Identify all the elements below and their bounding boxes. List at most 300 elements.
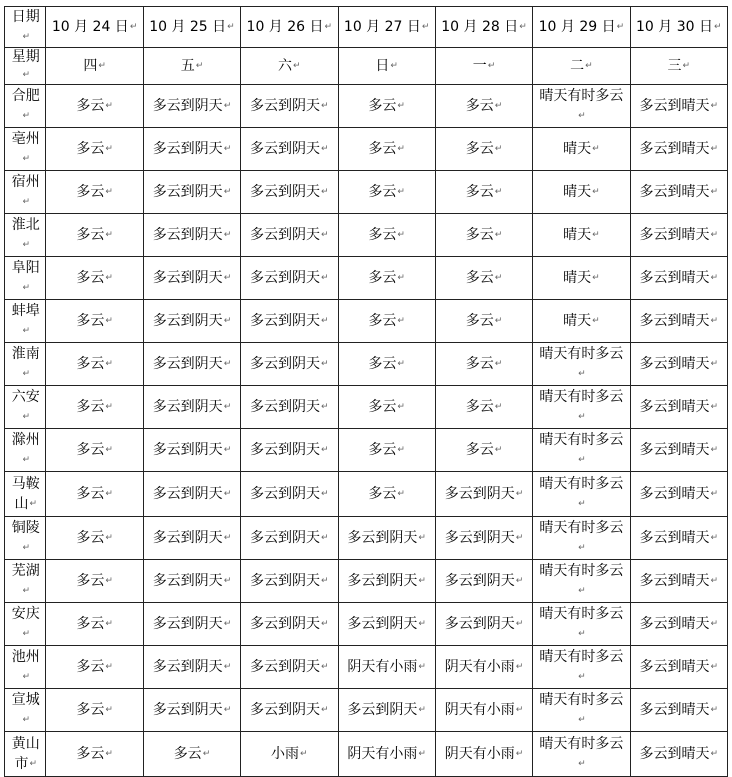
forecast-cell xyxy=(46,386,143,429)
forecast-cell xyxy=(533,689,630,732)
forecast-text: 阴天有小雨 xyxy=(347,746,418,762)
forecast-cell xyxy=(630,300,727,343)
paragraph-mark-icon: ↵ xyxy=(223,402,232,412)
forecast-text: 多云 xyxy=(465,313,494,329)
forecast-text: 多云到晴天 xyxy=(639,184,710,200)
paragraph-mark-icon: ↵ xyxy=(710,576,719,586)
date-header-cell xyxy=(435,7,532,48)
paragraph-mark-icon: ↵ xyxy=(321,230,329,240)
forecast-text: 多云 xyxy=(368,227,397,243)
forecast-cell xyxy=(143,517,240,560)
forecast-cell xyxy=(435,689,532,732)
paragraph-mark-icon: ↵ xyxy=(494,101,503,111)
forecast-cell xyxy=(46,300,143,343)
forecast-text: 多云到阴天 xyxy=(250,486,321,502)
paragraph-mark-icon: ↵ xyxy=(22,197,30,207)
paragraph-mark-icon: ↵ xyxy=(300,749,308,759)
forecast-cell xyxy=(241,214,338,257)
forecast-cell xyxy=(630,560,727,603)
paragraph-mark-icon: ↵ xyxy=(105,445,113,455)
forecast-text: 多云到阴天 xyxy=(152,313,223,329)
forecast-cell xyxy=(143,300,240,343)
forecast-text: 多云到阴天 xyxy=(347,530,418,546)
forecast-text: 晴天有时多云 xyxy=(539,736,624,752)
forecast-text: 多云到晴天 xyxy=(639,616,710,632)
paragraph-mark-icon: ↵ xyxy=(592,144,600,154)
paragraph-mark-icon: ↵ xyxy=(487,61,496,71)
forecast-cell xyxy=(338,560,435,603)
forecast-cell xyxy=(533,646,630,689)
forecast-text: 多云 xyxy=(368,486,397,502)
weekday-label: 日 xyxy=(375,58,390,74)
weekday-label: 四 xyxy=(83,58,98,74)
forecast-cell xyxy=(241,646,338,689)
paragraph-mark-icon: ↵ xyxy=(710,749,719,759)
weekday-label: 二 xyxy=(570,58,585,74)
city-row xyxy=(5,429,728,472)
paragraph-mark-icon: ↵ xyxy=(515,533,524,543)
weekday-header-cell xyxy=(630,48,727,85)
forecast-text: 多云到阴天 xyxy=(347,616,418,632)
city-name: 池州 xyxy=(11,649,40,665)
forecast-text: 多云到阴天 xyxy=(152,98,223,114)
forecast-text: 多云到阴天 xyxy=(250,356,321,372)
weekday-header-cell xyxy=(143,48,240,85)
forecast-cell xyxy=(338,386,435,429)
paragraph-mark-icon: ↵ xyxy=(710,101,719,111)
city-name-cell xyxy=(5,646,46,689)
forecast-cell xyxy=(46,472,143,517)
forecast-cell xyxy=(241,603,338,646)
forecast-text: 多云 xyxy=(465,399,494,415)
forecast-text: 晴天 xyxy=(563,270,592,286)
forecast-cell xyxy=(435,603,532,646)
date-header-cell xyxy=(46,7,143,48)
forecast-cell xyxy=(241,300,338,343)
paragraph-mark-icon: ↵ xyxy=(592,316,600,326)
paragraph-mark-icon: ↵ xyxy=(578,672,586,682)
forecast-text: 多云到晴天 xyxy=(639,573,710,589)
forecast-text: 多云到阴天 xyxy=(347,573,418,589)
forecast-text: 多云到晴天 xyxy=(639,270,710,286)
forecast-cell xyxy=(241,171,338,214)
paragraph-mark-icon: ↵ xyxy=(578,586,586,596)
paragraph-mark-icon: ↵ xyxy=(105,187,113,197)
weekday-header-cell xyxy=(533,48,630,85)
forecast-cell xyxy=(435,128,532,171)
forecast-cell xyxy=(533,257,630,300)
forecast-text: 多云到阴天 xyxy=(152,356,223,372)
forecast-text: 多云 xyxy=(76,98,105,114)
forecast-text: 多云 xyxy=(368,399,397,415)
paragraph-mark-icon: ↵ xyxy=(418,705,426,715)
date-label: 10 月 29 日 xyxy=(538,19,616,35)
paragraph-mark-icon: ↵ xyxy=(710,144,719,154)
forecast-cell xyxy=(46,343,143,386)
forecast-cell xyxy=(338,517,435,560)
paragraph-mark-icon: ↵ xyxy=(710,316,719,326)
paragraph-mark-icon: ↵ xyxy=(129,22,138,32)
paragraph-mark-icon: ↵ xyxy=(710,359,719,369)
forecast-text: 多云到阴天 xyxy=(444,530,515,546)
date-label: 10 月 28 日 xyxy=(441,19,519,35)
forecast-text: 多云 xyxy=(76,141,105,157)
city-name: 铜陵 xyxy=(11,520,40,536)
forecast-text: 多云到阴天 xyxy=(152,616,223,632)
paragraph-mark-icon: ↵ xyxy=(494,230,503,240)
paragraph-mark-icon: ↵ xyxy=(418,576,426,586)
forecast-text: 多云到阴天 xyxy=(250,399,321,415)
forecast-cell xyxy=(241,689,338,732)
paragraph-mark-icon: ↵ xyxy=(515,489,524,499)
forecast-text: 多云 xyxy=(465,442,494,458)
forecast-text: 多云到阴天 xyxy=(250,616,321,632)
paragraph-mark-icon: ↵ xyxy=(223,101,232,111)
forecast-text: 多云到阴天 xyxy=(250,530,321,546)
paragraph-mark-icon: ↵ xyxy=(105,101,113,111)
forecast-text: 多云到阴天 xyxy=(444,486,515,502)
paragraph-mark-icon: ↵ xyxy=(578,369,586,379)
forecast-cell xyxy=(435,429,532,472)
date-label: 10 月 30 日 xyxy=(636,19,713,35)
paragraph-mark-icon: ↵ xyxy=(29,499,37,509)
paragraph-mark-icon: ↵ xyxy=(578,543,586,553)
forecast-text: 多云到晴天 xyxy=(639,659,710,675)
paragraph-mark-icon: ↵ xyxy=(22,455,30,465)
city-row xyxy=(5,85,728,128)
forecast-text: 多云 xyxy=(465,270,494,286)
paragraph-mark-icon: ↵ xyxy=(578,715,586,725)
forecast-text: 多云 xyxy=(76,702,105,718)
forecast-text: 多云 xyxy=(76,486,105,502)
weekday-header-cell xyxy=(435,48,532,85)
weekday-label: 六 xyxy=(278,58,293,74)
weekday-label: 五 xyxy=(180,58,195,74)
city-name: 安庆 xyxy=(11,606,40,622)
city-row xyxy=(5,343,728,386)
forecast-cell xyxy=(46,85,143,128)
date-header-cell xyxy=(143,7,240,48)
forecast-text: 多云到阴天 xyxy=(250,659,321,675)
city-name-cell xyxy=(5,472,46,517)
forecast-text: 多云 xyxy=(76,442,105,458)
paragraph-mark-icon: ↵ xyxy=(710,705,719,715)
paragraph-mark-icon: ↵ xyxy=(494,359,503,369)
paragraph-mark-icon: ↵ xyxy=(105,316,113,326)
forecast-cell xyxy=(143,214,240,257)
paragraph-mark-icon: ↵ xyxy=(397,316,405,326)
forecast-text: 阴天有小雨 xyxy=(347,659,418,675)
paragraph-mark-icon: ↵ xyxy=(223,316,232,326)
paragraph-mark-icon: ↵ xyxy=(710,619,719,629)
city-name: 合肥 xyxy=(11,88,40,104)
forecast-text: 多云到晴天 xyxy=(639,442,710,458)
paragraph-mark-icon: ↵ xyxy=(710,230,719,240)
city-name: 亳州 xyxy=(11,131,40,147)
forecast-cell xyxy=(630,689,727,732)
forecast-text: 多云 xyxy=(368,442,397,458)
forecast-text: 多云 xyxy=(465,227,494,243)
paragraph-mark-icon: ↵ xyxy=(515,662,524,672)
forecast-text: 多云到晴天 xyxy=(639,313,710,329)
forecast-cell xyxy=(143,85,240,128)
paragraph-mark-icon: ↵ xyxy=(494,445,503,455)
city-row xyxy=(5,300,728,343)
forecast-cell xyxy=(241,128,338,171)
forecast-cell xyxy=(46,171,143,214)
city-name-cell xyxy=(5,689,46,732)
forecast-cell xyxy=(338,300,435,343)
corner-date-label: 日期↵ xyxy=(5,7,46,48)
forecast-text: 多云 xyxy=(76,227,105,243)
paragraph-mark-icon: ↵ xyxy=(418,619,426,629)
forecast-text: 多云到阴天 xyxy=(250,98,321,114)
paragraph-mark-icon: ↵ xyxy=(321,187,329,197)
forecast-text: 晴天 xyxy=(563,141,592,157)
paragraph-mark-icon: ↵ xyxy=(293,61,301,71)
city-name: 宿州 xyxy=(11,174,40,190)
city-name: 芜湖 xyxy=(11,563,40,579)
paragraph-mark-icon: ↵ xyxy=(223,230,232,240)
forecast-text: 多云到阴天 xyxy=(444,616,515,632)
paragraph-mark-icon: ↵ xyxy=(223,576,232,586)
date-header-row xyxy=(5,7,728,48)
date-header-cell xyxy=(630,7,727,48)
forecast-text: 晴天有时多云 xyxy=(539,432,624,448)
forecast-text: 多云到阴天 xyxy=(152,184,223,200)
forecast-cell xyxy=(435,560,532,603)
paragraph-mark-icon: ↵ xyxy=(710,402,719,412)
forecast-text: 多云 xyxy=(368,356,397,372)
forecast-cell xyxy=(46,603,143,646)
paragraph-mark-icon: ↵ xyxy=(710,187,719,197)
forecast-text: 多云到阴天 xyxy=(444,573,515,589)
paragraph-mark-icon: ↵ xyxy=(515,749,524,759)
paragraph-mark-icon: ↵ xyxy=(710,662,719,672)
paragraph-mark-icon: ↵ xyxy=(22,715,30,725)
paragraph-mark-icon: ↵ xyxy=(105,359,113,369)
forecast-cell xyxy=(46,646,143,689)
paragraph-mark-icon: ↵ xyxy=(397,230,405,240)
paragraph-mark-icon: ↵ xyxy=(397,187,405,197)
paragraph-mark-icon: ↵ xyxy=(321,316,329,326)
forecast-cell xyxy=(630,171,727,214)
forecast-cell xyxy=(241,257,338,300)
city-name: 淮南 xyxy=(11,346,40,362)
forecast-cell xyxy=(435,472,532,517)
paragraph-mark-icon: ↵ xyxy=(421,22,430,32)
paragraph-mark-icon: ↵ xyxy=(22,629,30,639)
forecast-text: 多云 xyxy=(76,356,105,372)
forecast-text: 多云到阴天 xyxy=(152,141,223,157)
paragraph-mark-icon: ↵ xyxy=(22,240,30,250)
paragraph-mark-icon: ↵ xyxy=(494,144,503,154)
forecast-text: 多云 xyxy=(465,98,494,114)
paragraph-mark-icon: ↵ xyxy=(397,489,405,499)
paragraph-mark-icon: ↵ xyxy=(494,316,503,326)
paragraph-mark-icon: ↵ xyxy=(494,402,503,412)
city-name-cell xyxy=(5,214,46,257)
paragraph-mark-icon: ↵ xyxy=(592,187,600,197)
paragraph-mark-icon: ↵ xyxy=(321,576,329,586)
paragraph-mark-icon: ↵ xyxy=(105,619,113,629)
paragraph-mark-icon: ↵ xyxy=(22,326,30,336)
paragraph-mark-icon: ↵ xyxy=(22,586,30,596)
forecast-text: 多云 xyxy=(368,98,397,114)
forecast-text: 多云到阴天 xyxy=(250,227,321,243)
city-name: 马鞍山 xyxy=(11,476,40,512)
paragraph-mark-icon: ↵ xyxy=(397,445,405,455)
forecast-text: 多云到阴天 xyxy=(152,399,223,415)
forecast-cell xyxy=(143,386,240,429)
forecast-text: 晴天有时多云 xyxy=(539,692,624,708)
paragraph-mark-icon: ↵ xyxy=(22,672,30,682)
city-row xyxy=(5,257,728,300)
forecast-cell xyxy=(630,85,727,128)
forecast-text: 多云 xyxy=(76,659,105,675)
city-name-cell xyxy=(5,603,46,646)
date-header-cell xyxy=(241,7,338,48)
forecast-cell xyxy=(46,257,143,300)
forecast-cell xyxy=(533,128,630,171)
paragraph-mark-icon: ↵ xyxy=(321,144,329,154)
forecast-cell xyxy=(338,343,435,386)
paragraph-mark-icon: ↵ xyxy=(710,533,719,543)
forecast-cell xyxy=(338,214,435,257)
city-name-cell xyxy=(5,429,46,472)
weekday-label: 三 xyxy=(667,58,682,74)
forecast-cell xyxy=(533,603,630,646)
paragraph-mark-icon: ↵ xyxy=(22,369,30,379)
forecast-cell xyxy=(630,646,727,689)
forecast-text: 多云到阴天 xyxy=(152,659,223,675)
forecast-text: 阴天有小雨 xyxy=(444,659,515,675)
forecast-text: 多云到晴天 xyxy=(639,141,710,157)
forecast-cell xyxy=(241,343,338,386)
paragraph-mark-icon: ↵ xyxy=(321,489,329,499)
paragraph-mark-icon: ↵ xyxy=(227,22,235,32)
forecast-cell xyxy=(533,386,630,429)
date-header-cell xyxy=(533,7,630,48)
forecast-cell xyxy=(241,429,338,472)
paragraph-mark-icon: ↵ xyxy=(105,576,113,586)
forecast-cell xyxy=(338,85,435,128)
forecast-cell xyxy=(533,560,630,603)
forecast-text: 多云到晴天 xyxy=(639,486,710,502)
city-row xyxy=(5,171,728,214)
forecast-cell xyxy=(533,429,630,472)
weekday-label: 一 xyxy=(472,58,487,74)
paragraph-mark-icon: ↵ xyxy=(578,455,586,465)
forecast-text: 多云到阴天 xyxy=(250,702,321,718)
city-name-cell xyxy=(5,85,46,128)
paragraph-mark-icon: ↵ xyxy=(202,749,211,759)
forecast-cell xyxy=(533,517,630,560)
paragraph-mark-icon: ↵ xyxy=(321,402,329,412)
forecast-body xyxy=(5,85,728,777)
forecast-text: 多云到阴天 xyxy=(152,702,223,718)
paragraph-mark-icon: ↵ xyxy=(223,187,232,197)
city-name-cell xyxy=(5,257,46,300)
forecast-cell xyxy=(143,257,240,300)
forecast-text: 多云到阴天 xyxy=(152,573,223,589)
forecast-cell xyxy=(338,257,435,300)
paragraph-mark-icon: ↵ xyxy=(223,705,232,715)
forecast-text: 多云 xyxy=(76,399,105,415)
forecast-text: 多云到阴天 xyxy=(250,573,321,589)
forecast-text: 晴天有时多云 xyxy=(539,389,624,405)
paragraph-mark-icon: ↵ xyxy=(592,273,600,283)
forecast-cell xyxy=(435,85,532,128)
forecast-text: 多云到晴天 xyxy=(639,399,710,415)
city-name: 六安 xyxy=(11,389,40,405)
forecast-cell xyxy=(533,472,630,517)
city-row xyxy=(5,560,728,603)
paragraph-mark-icon: ↵ xyxy=(22,111,30,121)
forecast-text: 多云到阴天 xyxy=(250,184,321,200)
paragraph-mark-icon: ↵ xyxy=(105,662,113,672)
forecast-cell xyxy=(46,517,143,560)
forecast-cell xyxy=(338,472,435,517)
forecast-text: 多云 xyxy=(368,141,397,157)
paragraph-mark-icon: ↵ xyxy=(418,662,426,672)
forecast-cell xyxy=(435,257,532,300)
forecast-cell xyxy=(435,171,532,214)
forecast-cell xyxy=(241,472,338,517)
city-name-cell xyxy=(5,171,46,214)
forecast-cell xyxy=(143,171,240,214)
city-row xyxy=(5,472,728,517)
paragraph-mark-icon: ↵ xyxy=(515,705,524,715)
paragraph-mark-icon: ↵ xyxy=(390,61,398,71)
city-name: 蚌埠 xyxy=(11,303,40,319)
forecast-text: 多云 xyxy=(76,313,105,329)
paragraph-mark-icon: ↵ xyxy=(321,619,329,629)
paragraph-mark-icon: ↵ xyxy=(105,749,113,759)
paragraph-mark-icon: ↵ xyxy=(105,402,113,412)
paragraph-mark-icon: ↵ xyxy=(494,187,503,197)
forecast-cell xyxy=(241,560,338,603)
paragraph-mark-icon: ↵ xyxy=(223,533,232,543)
forecast-text: 多云 xyxy=(76,616,105,632)
paragraph-mark-icon: ↵ xyxy=(105,533,113,543)
paragraph-mark-icon: ↵ xyxy=(397,101,405,111)
paragraph-mark-icon: ↵ xyxy=(585,61,593,71)
forecast-cell xyxy=(241,85,338,128)
forecast-text: 多云 xyxy=(465,356,494,372)
weekday-header-cell xyxy=(46,48,143,85)
paragraph-mark-icon: ↵ xyxy=(397,402,405,412)
weekday-header-cell xyxy=(338,48,435,85)
forecast-cell xyxy=(143,560,240,603)
paragraph-mark-icon: ↵ xyxy=(397,359,405,369)
city-name-cell xyxy=(5,560,46,603)
paragraph-mark-icon: ↵ xyxy=(710,489,719,499)
city-name-cell xyxy=(5,128,46,171)
paragraph-mark-icon: ↵ xyxy=(321,533,329,543)
paragraph-mark-icon: ↵ xyxy=(578,759,586,769)
paragraph-mark-icon: ↵ xyxy=(223,273,232,283)
forecast-cell xyxy=(241,517,338,560)
forecast-text: 多云到晴天 xyxy=(639,702,710,718)
forecast-text: 多云到阴天 xyxy=(347,702,418,718)
paragraph-mark-icon: ↵ xyxy=(321,705,329,715)
date-header-cell xyxy=(338,7,435,48)
paragraph-mark-icon: ↵ xyxy=(223,445,232,455)
city-name-cell xyxy=(5,517,46,560)
forecast-text: 多云到阴天 xyxy=(152,227,223,243)
city-row xyxy=(5,603,728,646)
